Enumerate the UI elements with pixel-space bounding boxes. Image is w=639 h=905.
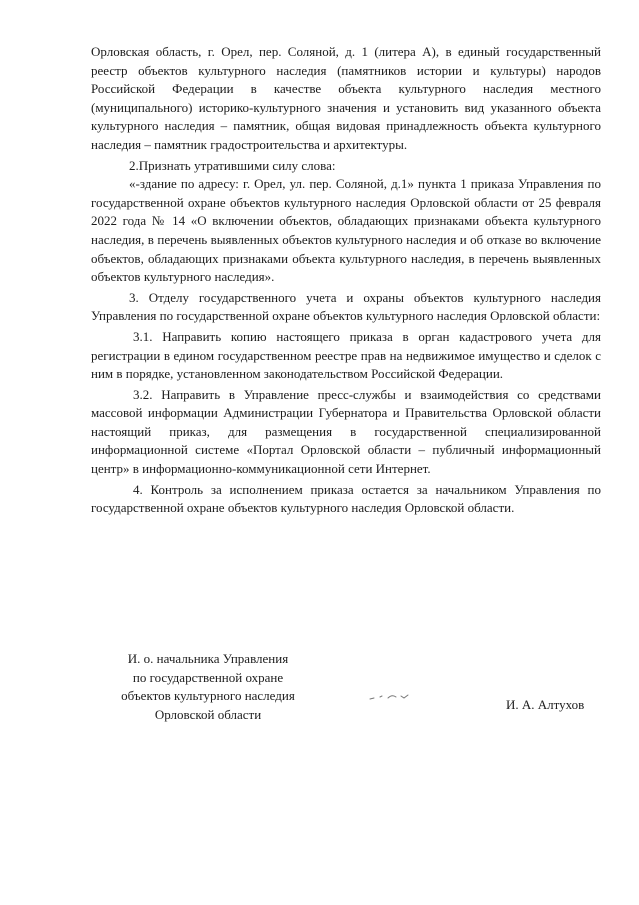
- paragraph-item-2-quote: «-здание по адресу: г. Орел, ул. пер. Соляной, д.1» пункта 1 приказа Управления по государственной охране объектов культурного наследия Орловской области от 25 февраля 2022 года № 14 «О включении объектов, обладающих признаками объекта культурного наследия, в перечень выявленных объектов культурного наследия и об отказе во включение объектов, обладающих признаками объекта культурного наследия, в перечень выявленных объектов культурного наследия».: [91, 176, 601, 285]
- signature-mark: [368, 692, 412, 702]
- paragraph-item-3-1: 3.1. Направить копию настоящего приказа в орган кадастрового учета для регистрации в едином государственном реестре прав на недвижимое имущество и сделок с ним в порядке, установленном законодательством Российской Федерации.: [91, 328, 601, 382]
- paragraph-item-4: 4. Контроль за исполнением приказа остается за начальником Управления по государственной охране объектов культурного наследия Орловской области.: [91, 481, 601, 516]
- paragraph-item-2: 2.Признать утратившими силу слова:: [129, 157, 336, 173]
- signatory-position-line: Орловской области: [154, 706, 262, 722]
- signatory-position-line: И. о. начальника Управления: [127, 651, 289, 666]
- signer-name: И. А. Алтухов: [506, 697, 585, 712]
- signatory-position-line: объектов культурного наследия: [121, 688, 295, 704]
- paragraph-item-3: 3. Отделу государственного учета и охраны объектов культурного наследия Управления по государственной охране объектов культурного наследия Орловской области:: [91, 289, 601, 324]
- signatory-position: [108, 650, 308, 724]
- signatory-position-line: по государственной охране: [132, 669, 284, 685]
- document-body: [91, 43, 601, 518]
- paragraph-item-3-2: 3.2. Направить в Управление пресс-службы и взаимодействия со средствами массовой информации Администрации Губернатора и Правительства Орловской области настоящий приказ, для размещения в государственной специализированной информационной системе «Портал Орловской области – публичный информационный центр» в информационно-коммуникационной сети Интернет.: [91, 386, 601, 477]
- paragraph-object-inclusion: Орловская область, г. Орел, пер. Соляной, д. 1 (литера А), в единый государственный реестр объектов культурного наследия (памятников истории и культуры) народов Российской Федерации в качестве объекта культурного наследия местного (муниципального) историко-культурного значения и установить вид указанного объекта культурного наследия – памятник, общая видовая принадлежность объекта культурного наследия – памятник градостроительства и архитектуры.: [91, 44, 601, 152]
